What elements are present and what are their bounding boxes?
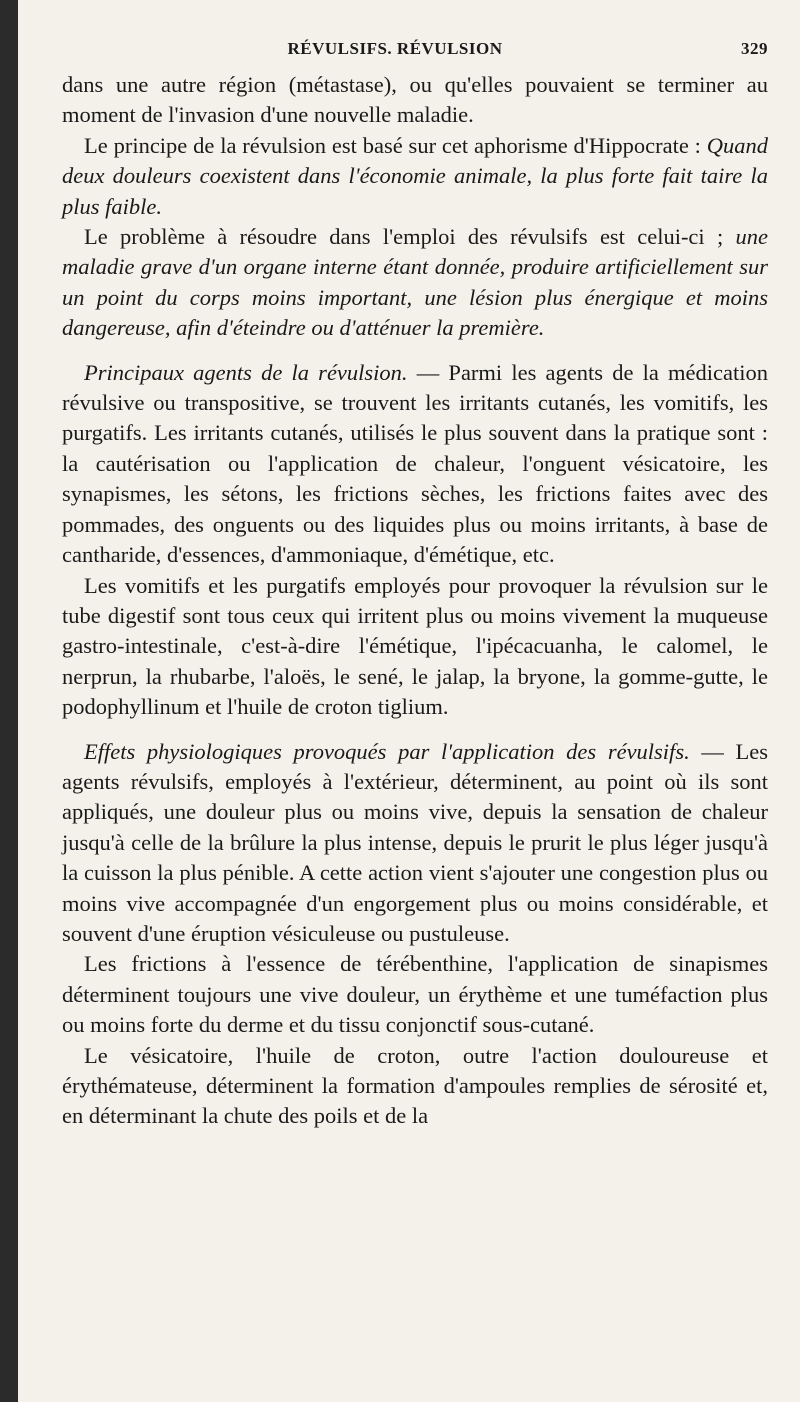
scan-edge [0,0,18,1402]
section-heading: Effets physiologiques provoqués par l'application des révulsifs. [84,738,690,764]
paragraph-frictions [62,949,768,1040]
text-run: Le problème à résoudre dans l'emploi des révulsifs est celui-ci ; [84,224,736,250]
page-number: 329 [741,39,768,58]
paragraph-aphorism [62,131,768,222]
paragraph-vesicatoire [62,1041,768,1132]
text-run: Le vésicatoire, l'huile de croton, outre l'action douloureuse et érythémateuse, déterminent la formation d'ampoules remplies de sérosité et, en déterminant la chute des poils et de la [62,1042,768,1129]
paragraph-problem [62,222,768,344]
text-run: — Parmi les agents de la médication révulsive ou transpositive, se trouvent les irritants cutanés, les vomitifs, les purgatifs. Les irritants cutanés, utilisés le plus souvent dans la pratique sont : la cautérisation ou l'application de chaleur, l'onguent vésicatoire, les synapismes, les sétons, les frictions sèches, les frictions faites avec des pommades, des onguents ou des liquides plus ou moins irritants, à base de cantharide, d'essences, d'ammoniaque, d'émétique, etc. [62,359,768,568]
text-run: — Les agents révulsifs, employés à l'extérieur, déterminent, au point où ils sont appliqués, une douleur plus ou moins vive, depuis la sensation de chaleur jusqu'à celle de la brûlure la plus intense, depuis le prurit le plus léger jusqu'à la cuisson la plus pénible. A cette action vient s'ajouter une congestion plus ou moins vive accompagnée d'un engorgement plus ou moins considérable, et souvent d'une éruption vésiculeuse ou pustuleuse. [62,738,768,946]
book-page [62,30,768,1132]
italic-quote: Quand deux douleurs coexistent dans l'économie animale, la plus forte fait taire la plus faible. [62,132,768,219]
running-header [62,30,768,62]
text-run: Les vomitifs et les purgatifs employés pour provoquer la révulsion sur le tube digestif sont tous ceux qui irritent plus ou moins vivement la muqueuse gastro-intestinale, c'est-à-dire l'émétique, l'ipécacuanha, le calomel, le nerprun, la rhubarbe, l'aloës, le sené, le jalap, la bryone, la gomme-gutte, le podophyllinum et l'huile de croton tiglium. [62,572,768,720]
section-heading: Principaux agents de la révulsion. [84,359,408,385]
paragraph-vomitifs [62,571,768,723]
section-physiological-effects [62,737,768,950]
text-run: dans une autre région (métastase), ou qu'elles pouvaient se terminer au moment de l'invasion d'une nouvelle maladie. [62,72,768,128]
text-run: Le principe de la révulsion est basé sur cet aphorisme d'Hippocrate : [84,132,707,158]
paragraph-continuation [62,70,768,131]
text-run: Les frictions à l'essence de térébenthine, l'application de sinapismes déterminent toujours une vive douleur, un érythème et une tuméfaction plus ou moins forte du derme et du tissu conjonctif sous-cutané. [62,951,768,1038]
section-principal-agents [62,358,768,571]
italic-statement: une maladie grave d'un organe interne étant donnée, produire artificiellement sur un point du corps moins important, une lésion plus énergique et moins dangereuse, afin d'éteindre ou d'atténuer la première. [62,224,768,341]
running-title: RÉVULSIFS. RÉVULSION [287,39,503,58]
